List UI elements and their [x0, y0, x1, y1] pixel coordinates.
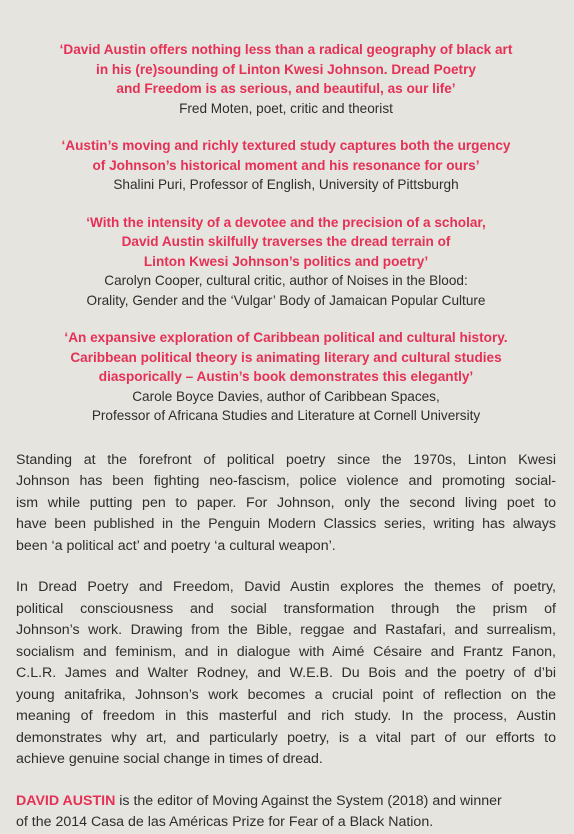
praise-quote-moten	[16, 40, 556, 118]
praise-quote-text: ‘An expansive exploration of Caribbean political and cultural history. Caribbean political theory is animating literary and cultural studies diasporically – Austin’s book demonstrates this elegantly’	[64, 330, 508, 384]
praise-quote-text: ‘David Austin offers nothing less than a radical geography of black art in his (re)sounding of Linton Kwesi Johnson. Dread Poetry and Freedom is as serious, and beautiful, as our life’	[59, 42, 513, 96]
praise-quote-puri	[16, 136, 556, 195]
praise-quote-text: ‘Austin’s moving and richly textured study captures both the urgency of Johnson’s historical moment and his resonance for ours’	[61, 138, 511, 173]
description-paragraph-2: In Dread Poetry and Freedom, David Austin explores the themes of poetry, political consciousness and social transformation through the prism of Johnson’s work. Drawing from the Bible, reggae and Rastafari, and surrealism, socialism and feminism, and in dialogue with Aimé Césaire and Frantz Fanon, C.L.R. James and Walter Rodney, and W.E.B. Du Bois and the poetry of d’bi young anitafrika, Johnson’s work becomes a crucial point of reflection on the meaning of freedom in this masterful and rich study. In the process, Austin demonstrates why art, and particularly poetry, is a vital part of our efforts to achieve genuine social change in times of dread.	[16, 579, 556, 767]
praise-attribution: Fred Moten, poet, critic and theorist	[179, 100, 393, 116]
praise-quote-davies	[16, 328, 556, 426]
author-name: DAVID AUSTIN	[16, 792, 116, 809]
praise-quote-cooper	[16, 213, 556, 311]
praise-attribution: Carolyn Cooper, cultural critic, author of Noises in the Blood: Orality, Gender and the ‘Vulgar’ Body of Jamaican Popular Culture	[86, 273, 486, 308]
author-bio: DAVID AUSTIN is the editor of Moving Against the System (2018) and winner of the 2014 Casa de las Américas Prize for Fear of a Black Nation.	[16, 792, 502, 830]
praise-quote-text: ‘With the intensity of a devotee and the precision of a scholar, David Austin skilfully traverses the dread terrain of Linton Kwesi Johnson’s politics and poetry’	[86, 214, 486, 269]
praise-attribution: Shalini Puri, Professor of English, University of Pittsburgh	[113, 177, 459, 192]
praise-attribution: Carole Boyce Davies, author of Caribbean Spaces, Professor of Africana Studies and Literature at Cornell University	[91, 388, 481, 423]
description-paragraph-1: Standing at the forefront of political poetry since the 1970s, Linton Kwesi Johnson has been fighting neo-fascism, police violence and promoting social- ism while putting pen to paper. For Johnson, only the second living poet to have been published in the Penguin Modern Classics series, writing has always been ‘a political act’ and poetry ‘a cultural weapon’.	[16, 451, 556, 554]
